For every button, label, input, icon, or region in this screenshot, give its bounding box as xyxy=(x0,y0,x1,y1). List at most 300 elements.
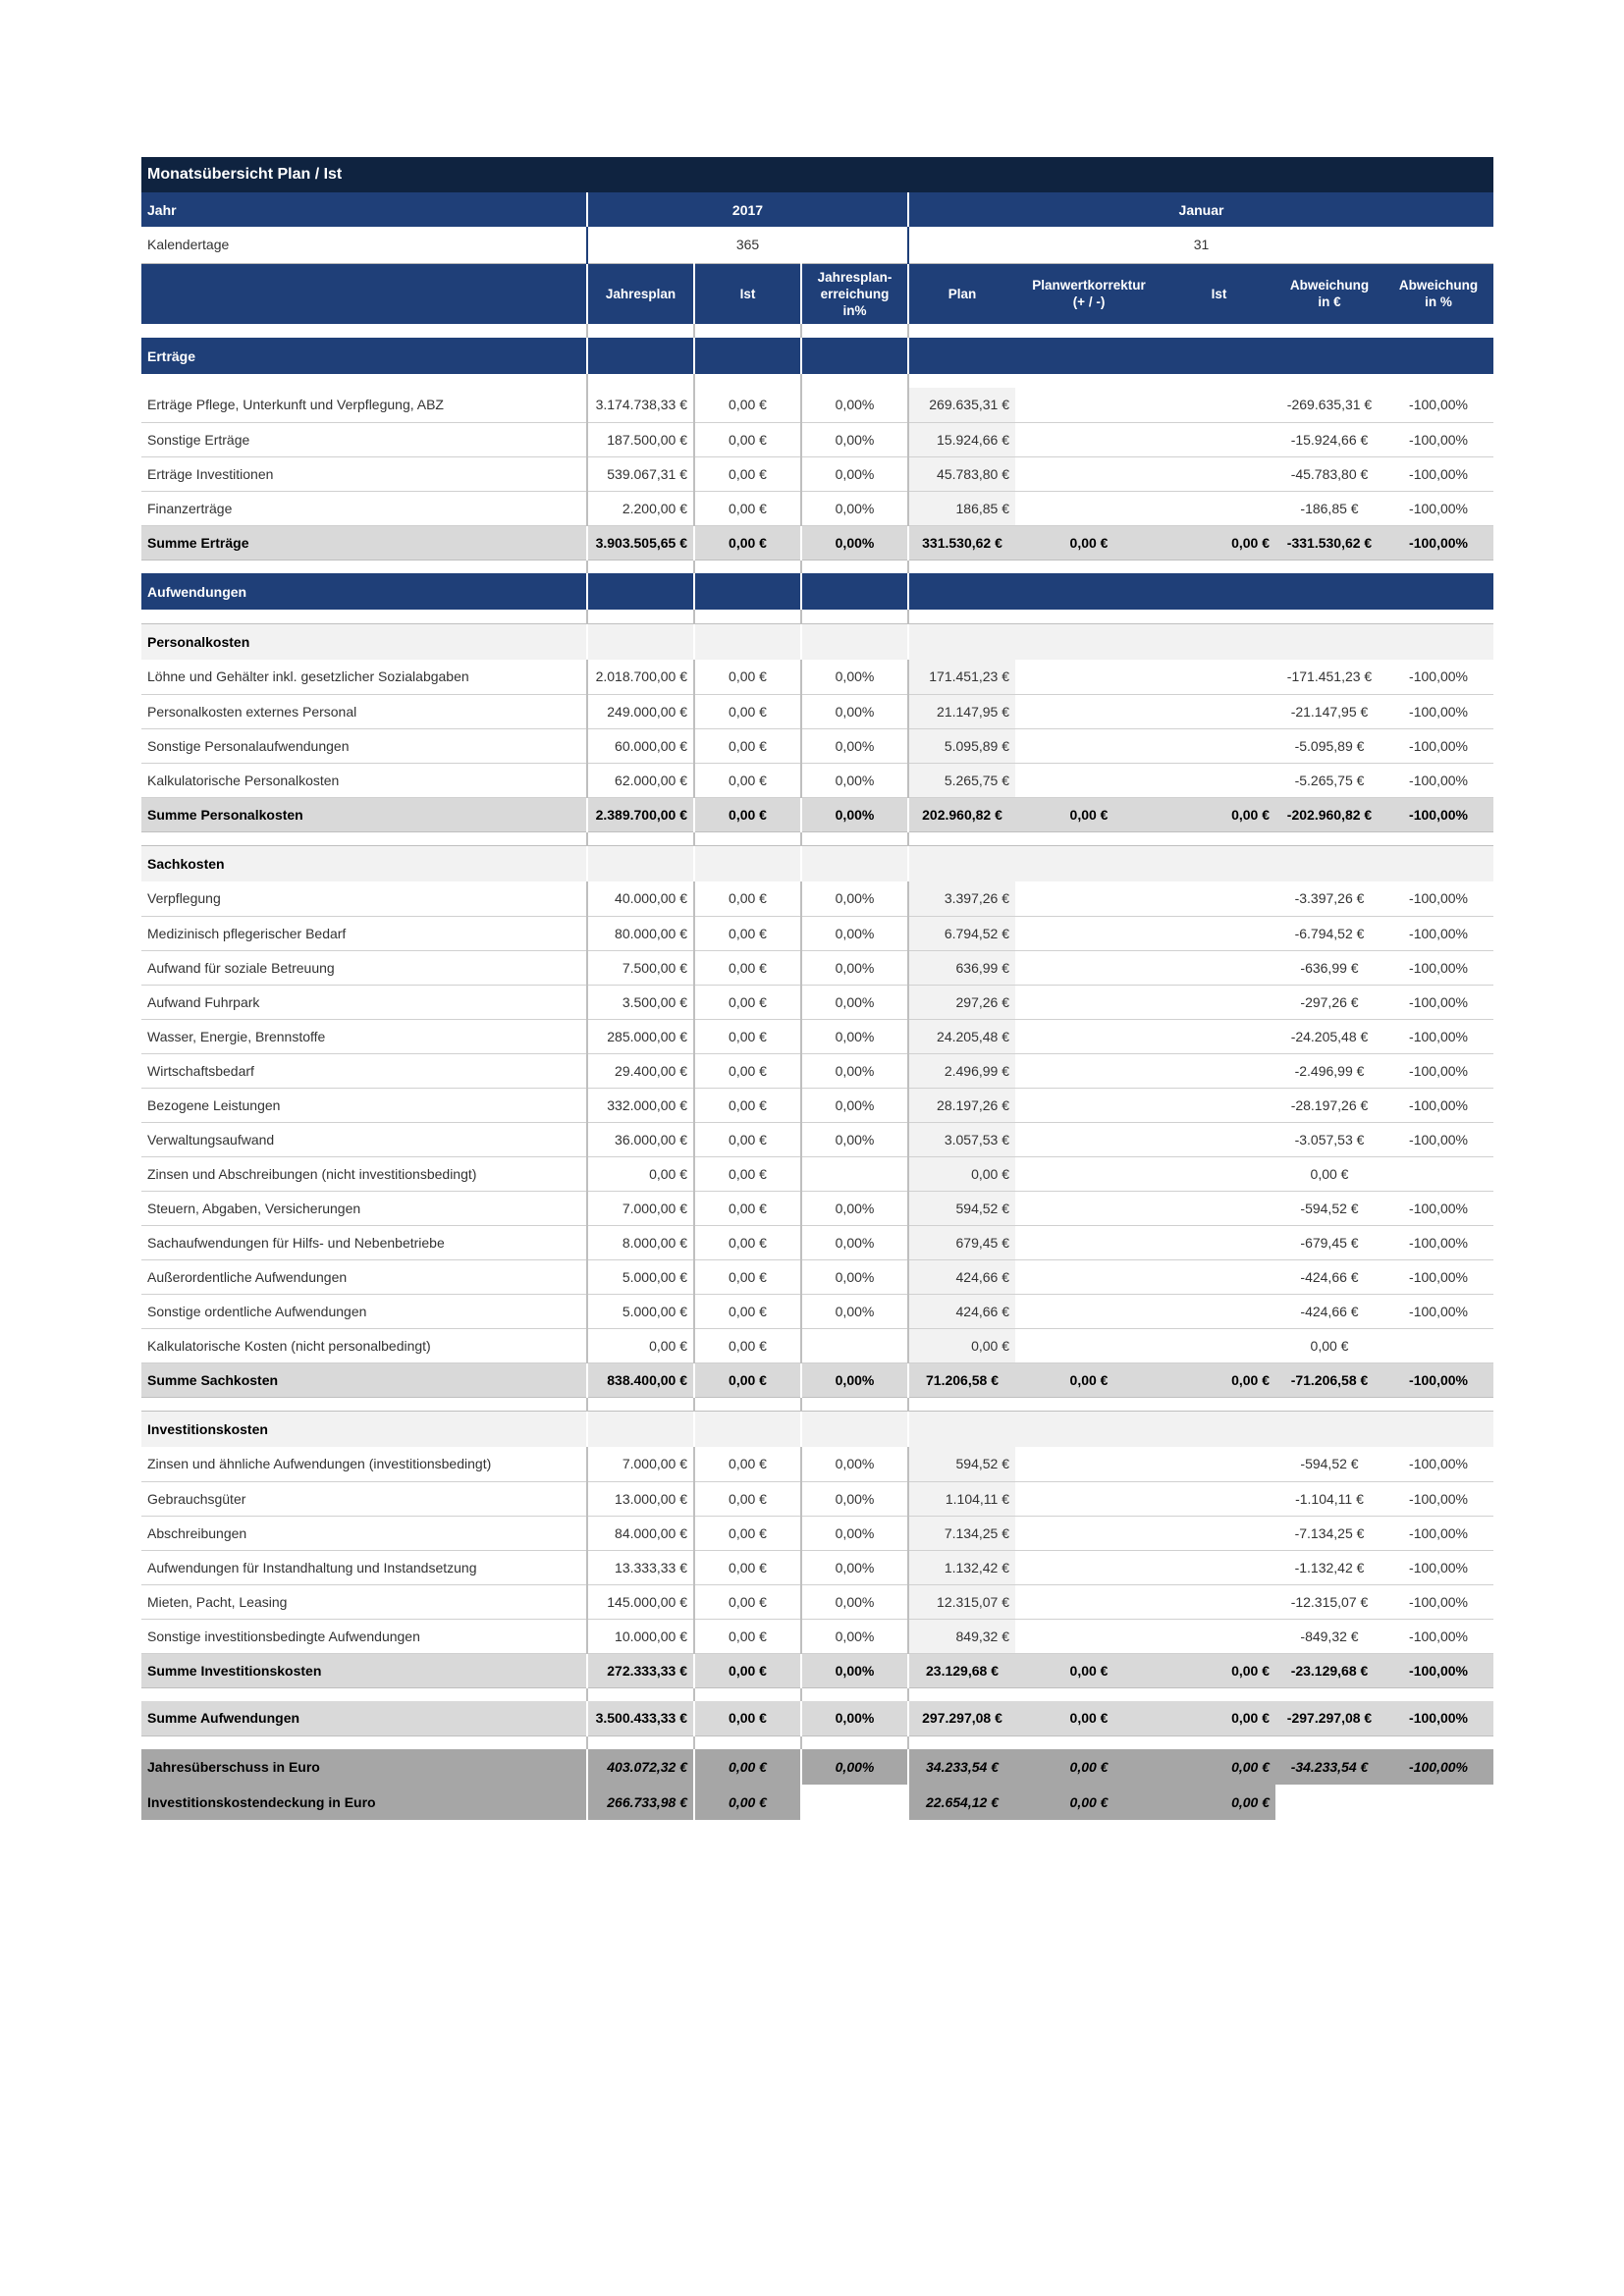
column-header-label xyxy=(141,263,587,324)
spacer-cell xyxy=(141,324,587,338)
abweichung-pct-cell xyxy=(1383,1156,1493,1191)
plan-cell: 171.451,23 € xyxy=(908,660,1015,694)
abweichung-eur-cell: -186,85 € xyxy=(1275,491,1383,525)
ist-monat-cell xyxy=(1163,950,1275,985)
abweichung-eur-cell: -45.783,80 € xyxy=(1275,456,1383,491)
ist-monat-cell xyxy=(1163,763,1275,797)
plan-cell: 3.397,26 € xyxy=(908,881,1015,916)
spacer-cell xyxy=(908,1735,1015,1749)
korrektur-cell xyxy=(1015,1328,1163,1362)
ist-cell: 0,00 € xyxy=(694,388,801,422)
korrektur-cell xyxy=(1015,916,1163,950)
erreichung-cell: 0,00% xyxy=(801,1619,908,1653)
final-abweichung-eur xyxy=(1275,1785,1383,1820)
jahresplan-cell: 40.000,00 € xyxy=(587,881,694,916)
spacer-cell xyxy=(908,610,1015,623)
sum-abweichung-pct: -100,00% xyxy=(1383,525,1493,560)
row-label: Sonstige Erträge xyxy=(141,422,587,456)
erreichung-cell: 0,00% xyxy=(801,1019,908,1053)
jahresplan-cell: 0,00 € xyxy=(587,1156,694,1191)
erreichung-cell: 0,00% xyxy=(801,916,908,950)
plan-cell: 21.147,95 € xyxy=(908,694,1015,728)
table-row xyxy=(141,985,1493,1019)
spacer-cell xyxy=(1275,1397,1383,1411)
spacer-cell xyxy=(908,1687,1015,1701)
plan-cell: 5.265,75 € xyxy=(908,763,1015,797)
korrektur-cell xyxy=(1015,985,1163,1019)
erreichung-cell: 0,00% xyxy=(801,985,908,1019)
abweichung-pct-cell xyxy=(1383,1328,1493,1362)
korrektur-cell xyxy=(1015,1122,1163,1156)
table-row xyxy=(141,1516,1493,1550)
spacer-cell xyxy=(1015,1397,1163,1411)
ist-monat-cell xyxy=(1163,985,1275,1019)
jahresplan-cell: 5.000,00 € xyxy=(587,1259,694,1294)
korrektur-cell xyxy=(1015,728,1163,763)
abweichung-eur-cell: -424,66 € xyxy=(1275,1259,1383,1294)
ist-cell: 0,00 € xyxy=(694,1156,801,1191)
section-cell xyxy=(587,573,694,610)
jahresplan-cell: 249.000,00 € xyxy=(587,694,694,728)
spacer-cell xyxy=(1163,1687,1275,1701)
spacer-cell xyxy=(1383,831,1493,845)
abweichung-eur-cell: 0,00 € xyxy=(1275,1156,1383,1191)
abweichung-eur-cell: -1.132,42 € xyxy=(1275,1550,1383,1584)
erreichung-cell: 0,00% xyxy=(801,728,908,763)
final-jahresplan: 403.072,32 € xyxy=(587,1749,694,1785)
abweichung-pct-cell: -100,00% xyxy=(1383,1584,1493,1619)
column-header-erreichung-line2: erreichung xyxy=(820,286,890,301)
spacer-row xyxy=(141,560,1493,573)
spacer-cell xyxy=(801,1687,908,1701)
spacer-cell xyxy=(587,374,694,388)
final-korrektur: 0,00 € xyxy=(1015,1785,1163,1820)
sheet-title: Monatsübersicht Plan / Ist xyxy=(141,157,1493,192)
abweichung-eur-cell: -21.147,95 € xyxy=(1275,694,1383,728)
row-label: Gebrauchsgüter xyxy=(141,1481,587,1516)
erreichung-cell: 0,00% xyxy=(801,763,908,797)
subsection-investitionskosten-label: Investitionskosten xyxy=(141,1411,587,1447)
spacer-cell xyxy=(141,831,587,845)
abweichung-eur-cell: 0,00 € xyxy=(1275,1328,1383,1362)
spacer-cell xyxy=(694,1735,801,1749)
sum-erreichung: 0,00% xyxy=(801,1653,908,1687)
table-row xyxy=(141,422,1493,456)
sum-ist: 0,00 € xyxy=(694,1701,801,1735)
section-ertraege-label: Erträge xyxy=(141,338,587,374)
plan-cell: 1.132,42 € xyxy=(908,1550,1015,1584)
abweichung-eur-cell: -3.397,26 € xyxy=(1275,881,1383,916)
abweichung-eur-cell: -424,66 € xyxy=(1275,1294,1383,1328)
jahresplan-cell: 145.000,00 € xyxy=(587,1584,694,1619)
spacer-cell xyxy=(694,324,801,338)
row-label: Verwaltungsaufwand xyxy=(141,1122,587,1156)
spacer-cell xyxy=(1015,1735,1163,1749)
erreichung-cell: 0,00% xyxy=(801,1225,908,1259)
spacer-row xyxy=(141,831,1493,845)
ist-cell: 0,00 € xyxy=(694,1122,801,1156)
column-header-korrektur-line2: (+ / -) xyxy=(1072,294,1106,310)
spacer-cell xyxy=(1383,324,1493,338)
section-cell xyxy=(587,338,694,374)
erreichung-cell xyxy=(801,1328,908,1362)
section-aufwendungen-label: Aufwendungen xyxy=(141,573,587,610)
row-label: Wasser, Energie, Brennstoffe xyxy=(141,1019,587,1053)
ist-cell: 0,00 € xyxy=(694,985,801,1019)
ist-monat-cell xyxy=(1163,1328,1275,1362)
korrektur-cell xyxy=(1015,1516,1163,1550)
column-header-plan: Plan xyxy=(908,263,1015,324)
spacer-cell xyxy=(1163,324,1275,338)
korrektur-cell xyxy=(1015,763,1163,797)
korrektur-cell xyxy=(1015,660,1163,694)
ist-monat-cell xyxy=(1163,1191,1275,1225)
ist-monat-cell xyxy=(1163,660,1275,694)
ist-cell: 0,00 € xyxy=(694,456,801,491)
table-row xyxy=(141,694,1493,728)
subheader-cell xyxy=(801,845,908,881)
row-label: Löhne und Gehälter inkl. gesetzlicher Sozialabgaben xyxy=(141,660,587,694)
erreichung-cell: 0,00% xyxy=(801,422,908,456)
ist-monat-cell xyxy=(1163,1550,1275,1584)
spacer-cell xyxy=(908,324,1015,338)
sum-ist-monat: 0,00 € xyxy=(1163,1701,1275,1735)
spacer-cell xyxy=(908,1397,1015,1411)
plan-cell: 297,26 € xyxy=(908,985,1015,1019)
sum-jahresplan: 3.500.433,33 € xyxy=(587,1701,694,1735)
ist-cell: 0,00 € xyxy=(694,1259,801,1294)
table-row xyxy=(141,1122,1493,1156)
sum-abweichung-eur: -202.960,82 € xyxy=(1275,797,1383,831)
abweichung-eur-cell: -594,52 € xyxy=(1275,1191,1383,1225)
final-abweichung-pct: -100,00% xyxy=(1383,1749,1493,1785)
ist-monat-cell xyxy=(1163,1053,1275,1088)
spacer-cell xyxy=(1015,1687,1163,1701)
spacer-cell xyxy=(1163,1397,1275,1411)
abweichung-eur-cell: -7.134,25 € xyxy=(1275,1516,1383,1550)
sum-jahresplan: 272.333,33 € xyxy=(587,1653,694,1687)
final-ist-monat: 0,00 € xyxy=(1163,1749,1275,1785)
sum-abweichung-pct: -100,00% xyxy=(1383,1653,1493,1687)
ist-cell: 0,00 € xyxy=(694,1294,801,1328)
row-label: Kalkulatorische Personalkosten xyxy=(141,763,587,797)
sum-korrektur: 0,00 € xyxy=(1015,525,1163,560)
sum-ist-monat: 0,00 € xyxy=(1163,525,1275,560)
plan-cell: 594,52 € xyxy=(908,1447,1015,1481)
sum-abweichung-eur: -23.129,68 € xyxy=(1275,1653,1383,1687)
spacer-cell xyxy=(1383,374,1493,388)
table-row xyxy=(141,1584,1493,1619)
spacer-cell xyxy=(801,1735,908,1749)
plan-cell: 28.197,26 € xyxy=(908,1088,1015,1122)
ist-cell: 0,00 € xyxy=(694,660,801,694)
plan-cell: 424,66 € xyxy=(908,1259,1015,1294)
sum-erreichung: 0,00% xyxy=(801,525,908,560)
jahresplan-cell: 539.067,31 € xyxy=(587,456,694,491)
jahresplan-cell: 62.000,00 € xyxy=(587,763,694,797)
plan-cell: 0,00 € xyxy=(908,1328,1015,1362)
spacer-cell xyxy=(801,560,908,573)
abweichung-pct-cell: -100,00% xyxy=(1383,660,1493,694)
ist-monat-cell xyxy=(1163,456,1275,491)
korrektur-cell xyxy=(1015,1481,1163,1516)
spacer-cell xyxy=(1275,610,1383,623)
jahresplan-cell: 36.000,00 € xyxy=(587,1122,694,1156)
sum-ist: 0,00 € xyxy=(694,1653,801,1687)
sum-abweichung-eur: -297.297,08 € xyxy=(1275,1701,1383,1735)
row-label: Sonstige ordentliche Aufwendungen xyxy=(141,1294,587,1328)
plan-ist-table xyxy=(141,157,1493,1820)
abweichung-pct-cell: -100,00% xyxy=(1383,1225,1493,1259)
sum-ist: 0,00 € xyxy=(694,797,801,831)
korrektur-cell xyxy=(1015,456,1163,491)
row-label: Verpflegung xyxy=(141,881,587,916)
plan-cell: 2.496,99 € xyxy=(908,1053,1015,1088)
row-label: Wirtschaftsbedarf xyxy=(141,1053,587,1088)
sum-jahresplan: 3.903.505,65 € xyxy=(587,525,694,560)
jahresplan-cell: 187.500,00 € xyxy=(587,422,694,456)
summe-personalkosten-row-label: Summe Personalkosten xyxy=(141,797,587,831)
row-label: Zinsen und ähnliche Aufwendungen (investitionsbedingt) xyxy=(141,1447,587,1481)
column-header-jahresplan: Jahresplan xyxy=(587,263,694,324)
table-row xyxy=(141,1294,1493,1328)
jahresplan-cell: 332.000,00 € xyxy=(587,1088,694,1122)
sum-ist: 0,00 € xyxy=(694,1362,801,1397)
column-header-erreichung-line1: Jahresplan- xyxy=(817,269,893,285)
spacer-cell xyxy=(141,610,587,623)
ist-monat-cell xyxy=(1163,916,1275,950)
jahresplan-cell: 2.018.700,00 € xyxy=(587,660,694,694)
ist-monat-cell xyxy=(1163,1122,1275,1156)
table-row xyxy=(141,491,1493,525)
row-label: Steuern, Abgaben, Versicherungen xyxy=(141,1191,587,1225)
erreichung-cell: 0,00% xyxy=(801,1191,908,1225)
plan-cell: 12.315,07 € xyxy=(908,1584,1015,1619)
final-ist: 0,00 € xyxy=(694,1749,801,1785)
jahresplan-cell: 10.000,00 € xyxy=(587,1619,694,1653)
table-row xyxy=(141,881,1493,916)
abweichung-eur-cell: -12.315,07 € xyxy=(1275,1584,1383,1619)
plan-cell: 424,66 € xyxy=(908,1294,1015,1328)
erreichung-cell: 0,00% xyxy=(801,388,908,422)
ist-monat-cell xyxy=(1163,1259,1275,1294)
sum-abweichung-pct: -100,00% xyxy=(1383,797,1493,831)
ist-cell: 0,00 € xyxy=(694,1191,801,1225)
column-header-abweichung-pct xyxy=(1383,263,1493,324)
abweichung-pct-cell: -100,00% xyxy=(1383,456,1493,491)
table-row xyxy=(141,388,1493,422)
subheader-cell xyxy=(587,623,694,660)
final-erreichung xyxy=(801,1785,908,1820)
ist-monat-cell xyxy=(1163,1156,1275,1191)
abweichung-eur-cell: -171.451,23 € xyxy=(1275,660,1383,694)
sum-korrektur: 0,00 € xyxy=(1015,1653,1163,1687)
abweichung-pct-cell: -100,00% xyxy=(1383,950,1493,985)
abweichung-eur-cell: -5.265,75 € xyxy=(1275,763,1383,797)
sum-plan: 202.960,82 € xyxy=(908,797,1015,831)
column-header-ist-monat: Ist xyxy=(1163,263,1275,324)
month-value: Januar xyxy=(908,192,1493,227)
korrektur-cell xyxy=(1015,694,1163,728)
korrektur-cell xyxy=(1015,950,1163,985)
abweichung-eur-cell: -1.104,11 € xyxy=(1275,1481,1383,1516)
summe-aufwendungen-row xyxy=(141,1701,1493,1735)
final-erreichung: 0,00% xyxy=(801,1749,908,1785)
abweichung-pct-cell: -100,00% xyxy=(1383,1053,1493,1088)
ist-monat-cell xyxy=(1163,388,1275,422)
column-header-ist: Ist xyxy=(694,263,801,324)
sum-ist-monat: 0,00 € xyxy=(1163,1653,1275,1687)
jahresplan-cell: 3.500,00 € xyxy=(587,985,694,1019)
section-aufwendungen-row xyxy=(141,573,1493,610)
spacer-cell xyxy=(1163,610,1275,623)
spacer-cell xyxy=(1163,560,1275,573)
table-row xyxy=(141,1191,1493,1225)
abweichung-pct-cell: -100,00% xyxy=(1383,1122,1493,1156)
ist-monat-cell xyxy=(1163,1619,1275,1653)
spacer-row xyxy=(141,324,1493,338)
table-row xyxy=(141,1019,1493,1053)
plan-cell: 1.104,11 € xyxy=(908,1481,1015,1516)
erreichung-cell: 0,00% xyxy=(801,1516,908,1550)
subheader-cell xyxy=(908,623,1493,660)
table-row xyxy=(141,456,1493,491)
sheet-title-row xyxy=(141,157,1493,192)
abweichung-pct-cell: -100,00% xyxy=(1383,1550,1493,1584)
table-row xyxy=(141,763,1493,797)
plan-cell: 7.134,25 € xyxy=(908,1516,1015,1550)
spacer-cell xyxy=(1275,1735,1383,1749)
spacer-cell xyxy=(694,831,801,845)
abweichung-pct-cell: -100,00% xyxy=(1383,1481,1493,1516)
erreichung-cell: 0,00% xyxy=(801,1550,908,1584)
erreichung-cell: 0,00% xyxy=(801,881,908,916)
spacer-cell xyxy=(587,1687,694,1701)
ist-cell: 0,00 € xyxy=(694,491,801,525)
ist-monat-cell xyxy=(1163,1584,1275,1619)
korrektur-cell xyxy=(1015,422,1163,456)
final-ist-monat: 0,00 € xyxy=(1163,1785,1275,1820)
erreichung-cell: 0,00% xyxy=(801,1259,908,1294)
spacer-cell xyxy=(908,560,1015,573)
jahresplan-cell: 13.000,00 € xyxy=(587,1481,694,1516)
ist-cell: 0,00 € xyxy=(694,881,801,916)
spacer-cell xyxy=(1383,560,1493,573)
abweichung-eur-cell: -679,45 € xyxy=(1275,1225,1383,1259)
plan-cell: 849,32 € xyxy=(908,1619,1015,1653)
spacer-cell xyxy=(801,374,908,388)
subheader-cell xyxy=(908,845,1493,881)
erreichung-cell xyxy=(801,1156,908,1191)
abweichung-pct-cell: -100,00% xyxy=(1383,916,1493,950)
calendar-days-label: Kalendertage xyxy=(141,227,587,263)
sum-korrektur: 0,00 € xyxy=(1015,1362,1163,1397)
subheader-cell xyxy=(908,1411,1493,1447)
plan-cell: 269.635,31 € xyxy=(908,388,1015,422)
spacer-cell xyxy=(1163,831,1275,845)
jahresplan-cell: 8.000,00 € xyxy=(587,1225,694,1259)
jahresplan-cell: 7.000,00 € xyxy=(587,1447,694,1481)
column-header-abweichung-pct-line2: in % xyxy=(1425,294,1452,310)
spacer-cell xyxy=(587,610,694,623)
korrektur-cell xyxy=(1015,1294,1163,1328)
row-label: Erträge Investitionen xyxy=(141,456,587,491)
subheader-cell xyxy=(587,1411,694,1447)
abweichung-pct-cell: -100,00% xyxy=(1383,763,1493,797)
sum-erreichung: 0,00% xyxy=(801,797,908,831)
final-korrektur: 0,00 € xyxy=(1015,1749,1163,1785)
abweichung-eur-cell: -3.057,53 € xyxy=(1275,1122,1383,1156)
column-header-abweichung-pct-line1: Abweichung xyxy=(1398,278,1479,294)
final-abweichung-eur: -34.233,54 € xyxy=(1275,1749,1383,1785)
spacer-cell xyxy=(141,560,587,573)
plan-cell: 45.783,80 € xyxy=(908,456,1015,491)
spacer-cell xyxy=(1383,1735,1493,1749)
sum-korrektur: 0,00 € xyxy=(1015,1701,1163,1735)
ist-cell: 0,00 € xyxy=(694,916,801,950)
sum-plan: 331.530,62 € xyxy=(908,525,1015,560)
row-label: Zinsen und Abschreibungen (nicht investitionsbedingt) xyxy=(141,1156,587,1191)
section-cell xyxy=(908,338,1493,374)
table-row xyxy=(141,1156,1493,1191)
ist-monat-cell xyxy=(1163,422,1275,456)
erreichung-cell: 0,00% xyxy=(801,694,908,728)
row-label: Personalkosten externes Personal xyxy=(141,694,587,728)
section-cell xyxy=(801,338,908,374)
table-row xyxy=(141,1481,1493,1516)
row-label: Sonstige Personalaufwendungen xyxy=(141,728,587,763)
abweichung-pct-cell: -100,00% xyxy=(1383,1294,1493,1328)
jahresueberschuss-row xyxy=(141,1749,1493,1785)
erreichung-cell: 0,00% xyxy=(801,1088,908,1122)
jahresplan-cell: 29.400,00 € xyxy=(587,1053,694,1088)
korrektur-cell xyxy=(1015,1447,1163,1481)
spacer-cell xyxy=(801,831,908,845)
abweichung-eur-cell: -6.794,52 € xyxy=(1275,916,1383,950)
jahresplan-cell: 285.000,00 € xyxy=(587,1019,694,1053)
abweichung-eur-cell: -297,26 € xyxy=(1275,985,1383,1019)
spacer-cell xyxy=(801,324,908,338)
column-header-erreichung-line3: in% xyxy=(842,302,867,318)
spacer-cell xyxy=(1383,1397,1493,1411)
abweichung-eur-cell: -24.205,48 € xyxy=(1275,1019,1383,1053)
row-label: Medizinisch pflegerischer Bedarf xyxy=(141,916,587,950)
calendar-days-month: 31 xyxy=(908,227,1493,263)
ist-monat-cell xyxy=(1163,491,1275,525)
row-label: Kalkulatorische Kosten (nicht personalbedingt) xyxy=(141,1328,587,1362)
korrektur-cell xyxy=(1015,491,1163,525)
summe-ertraege-row xyxy=(141,525,1493,560)
final-jahresplan: 266.733,98 € xyxy=(587,1785,694,1820)
row-label: Aufwand Fuhrpark xyxy=(141,985,587,1019)
abweichung-pct-cell: -100,00% xyxy=(1383,1516,1493,1550)
year-row xyxy=(141,192,1493,227)
abweichung-pct-cell: -100,00% xyxy=(1383,881,1493,916)
spacer-cell xyxy=(694,560,801,573)
ist-cell: 0,00 € xyxy=(694,1225,801,1259)
spacer-cell xyxy=(694,1397,801,1411)
column-header-korrektur-line1: Planwertkorrektur xyxy=(1032,278,1146,294)
sum-jahresplan: 2.389.700,00 € xyxy=(587,797,694,831)
row-label: Sachaufwendungen für Hilfs- und Nebenbetriebe xyxy=(141,1225,587,1259)
korrektur-cell xyxy=(1015,1619,1163,1653)
spacer-cell xyxy=(1015,831,1163,845)
row-label: Aufwand für soziale Betreuung xyxy=(141,950,587,985)
ist-cell: 0,00 € xyxy=(694,950,801,985)
plan-cell: 679,45 € xyxy=(908,1225,1015,1259)
table-row xyxy=(141,1550,1493,1584)
column-header-abweichung-eur-line1: Abweichung xyxy=(1289,278,1370,294)
